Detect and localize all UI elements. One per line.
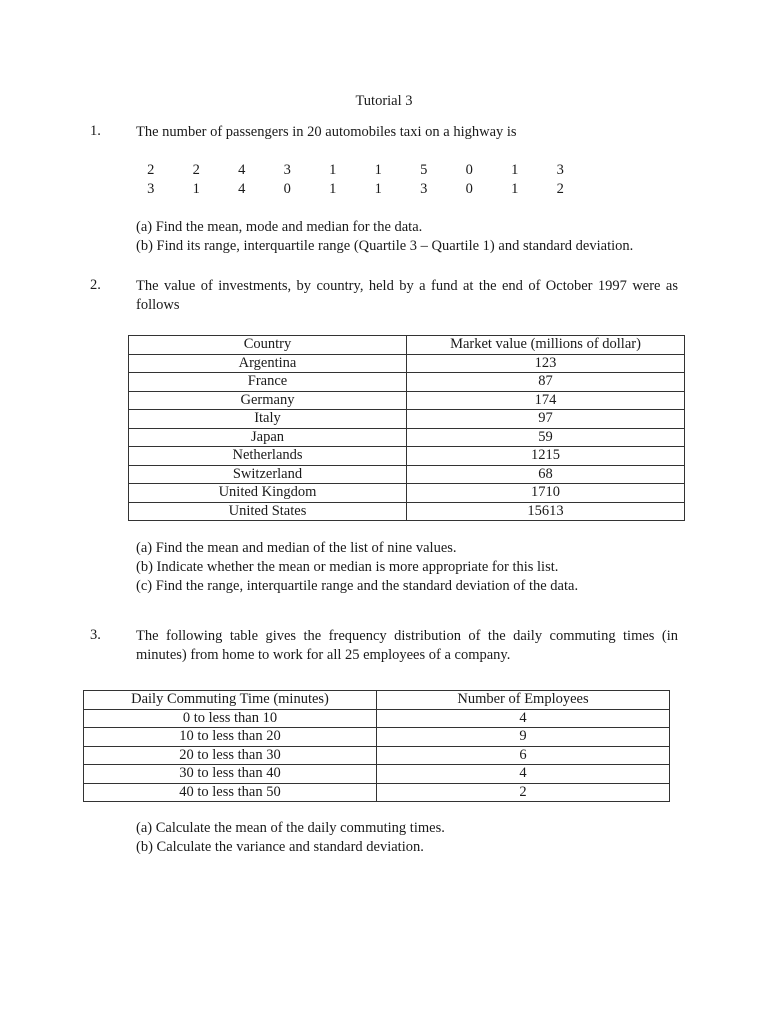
table-cell: United States xyxy=(129,502,407,521)
table-cell: 15613 xyxy=(407,502,685,521)
table-cell: 6 xyxy=(377,746,670,765)
table-cell: Switzerland xyxy=(129,465,407,484)
passenger-data-row xyxy=(128,181,583,200)
question-2-number: 2. xyxy=(90,277,101,293)
table-row xyxy=(129,354,685,373)
data-value: 1 xyxy=(511,181,519,197)
table-cell: Germany xyxy=(129,391,407,410)
table-row xyxy=(129,502,685,521)
table-row xyxy=(129,391,685,410)
table-cell: 20 to less than 30 xyxy=(84,746,377,765)
data-value: 1 xyxy=(192,181,200,197)
table-row xyxy=(129,465,685,484)
data-value: 0 xyxy=(465,181,473,197)
table-header-row xyxy=(129,336,685,355)
table-row xyxy=(84,728,670,747)
table-row xyxy=(84,746,670,765)
table-row xyxy=(129,484,685,503)
table-header-row xyxy=(84,691,670,710)
table-row xyxy=(84,765,670,784)
table-cell: 174 xyxy=(407,391,685,410)
table-cell: 123 xyxy=(407,354,685,373)
table-cell: France xyxy=(129,373,407,392)
table-cell: 1710 xyxy=(407,484,685,503)
table-row xyxy=(84,709,670,728)
question-3-text: The following table gives the frequency distribution of the daily commuting times (in minutes) from home to work for all 25 employees of a company. xyxy=(136,628,678,663)
table-cell: United Kingdom xyxy=(129,484,407,503)
question-1-number: 1. xyxy=(90,123,101,139)
question-part: (b) Indicate whether the mean or median is more appropriate for this list. xyxy=(136,559,559,575)
data-value: 3 xyxy=(556,162,564,178)
question-3-number: 3. xyxy=(90,627,101,643)
table-row xyxy=(129,447,685,466)
question-part: (b) Calculate the variance and standard deviation. xyxy=(136,839,424,855)
table-cell: 4 xyxy=(377,709,670,728)
table-cell: 40 to less than 50 xyxy=(84,783,377,802)
data-value: 0 xyxy=(465,162,473,178)
page-title: Tutorial 3 xyxy=(355,93,413,109)
data-value: 1 xyxy=(329,162,337,178)
table-header-cell: Market value (millions of dollar) xyxy=(407,336,685,355)
data-value: 2 xyxy=(192,162,200,178)
table-cell: 4 xyxy=(377,765,670,784)
data-value: 1 xyxy=(511,162,519,178)
investment-table xyxy=(128,335,685,521)
passenger-data-grid xyxy=(128,162,583,200)
data-value: 1 xyxy=(374,162,382,178)
table-cell: 97 xyxy=(407,410,685,429)
question-3-parts xyxy=(136,819,445,857)
data-value: 4 xyxy=(238,181,246,197)
table-cell: 2 xyxy=(377,783,670,802)
table-cell: 87 xyxy=(407,373,685,392)
question-2-parts xyxy=(136,539,578,596)
table-cell: 1215 xyxy=(407,447,685,466)
question-part: (a) Find the mean and median of the list of nine values. xyxy=(136,540,457,556)
table-row xyxy=(129,373,685,392)
table-header-cell: Daily Commuting Time (minutes) xyxy=(84,691,377,710)
passenger-data-row xyxy=(128,162,583,181)
data-value: 1 xyxy=(329,181,337,197)
table-cell: Netherlands xyxy=(129,447,407,466)
table-cell: Japan xyxy=(129,428,407,447)
data-value: 3 xyxy=(147,181,155,197)
commuting-table xyxy=(83,690,670,802)
table-cell: 59 xyxy=(407,428,685,447)
data-value: 1 xyxy=(374,181,382,197)
table-cell: 30 to less than 40 xyxy=(84,765,377,784)
question-part: (b) Find its range, interquartile range (Quartile 3 – Quartile 1) and standard deviation. xyxy=(136,238,634,254)
table-header-cell: Number of Employees xyxy=(377,691,670,710)
table-cell: 10 to less than 20 xyxy=(84,728,377,747)
question-part: (a) Calculate the mean of the daily commuting times. xyxy=(136,820,445,836)
data-value: 5 xyxy=(420,162,428,178)
table-cell: 0 to less than 10 xyxy=(84,709,377,728)
table-row xyxy=(129,410,685,429)
data-value: 3 xyxy=(283,162,291,178)
question-2-text: The value of investments, by country, held by a fund at the end of October 1997 were as follows xyxy=(136,278,678,313)
question-part: (c) Find the range, interquartile range and the standard deviation of the data. xyxy=(136,578,579,594)
question-1-text: The number of passengers in 20 automobiles taxi on a highway is xyxy=(136,124,517,140)
question-1-parts xyxy=(136,218,633,256)
question-part: (a) Find the mean, mode and median for the data. xyxy=(136,219,423,235)
table-header-cell: Country xyxy=(129,336,407,355)
data-value: 0 xyxy=(283,181,291,197)
data-value: 3 xyxy=(420,181,428,197)
data-value: 2 xyxy=(556,181,564,197)
data-value: 2 xyxy=(147,162,155,178)
table-cell: Italy xyxy=(129,410,407,429)
table-cell: Argentina xyxy=(129,354,407,373)
table-cell: 9 xyxy=(377,728,670,747)
table-cell: 68 xyxy=(407,465,685,484)
table-row xyxy=(84,783,670,802)
table-row xyxy=(129,428,685,447)
data-value: 4 xyxy=(238,162,246,178)
